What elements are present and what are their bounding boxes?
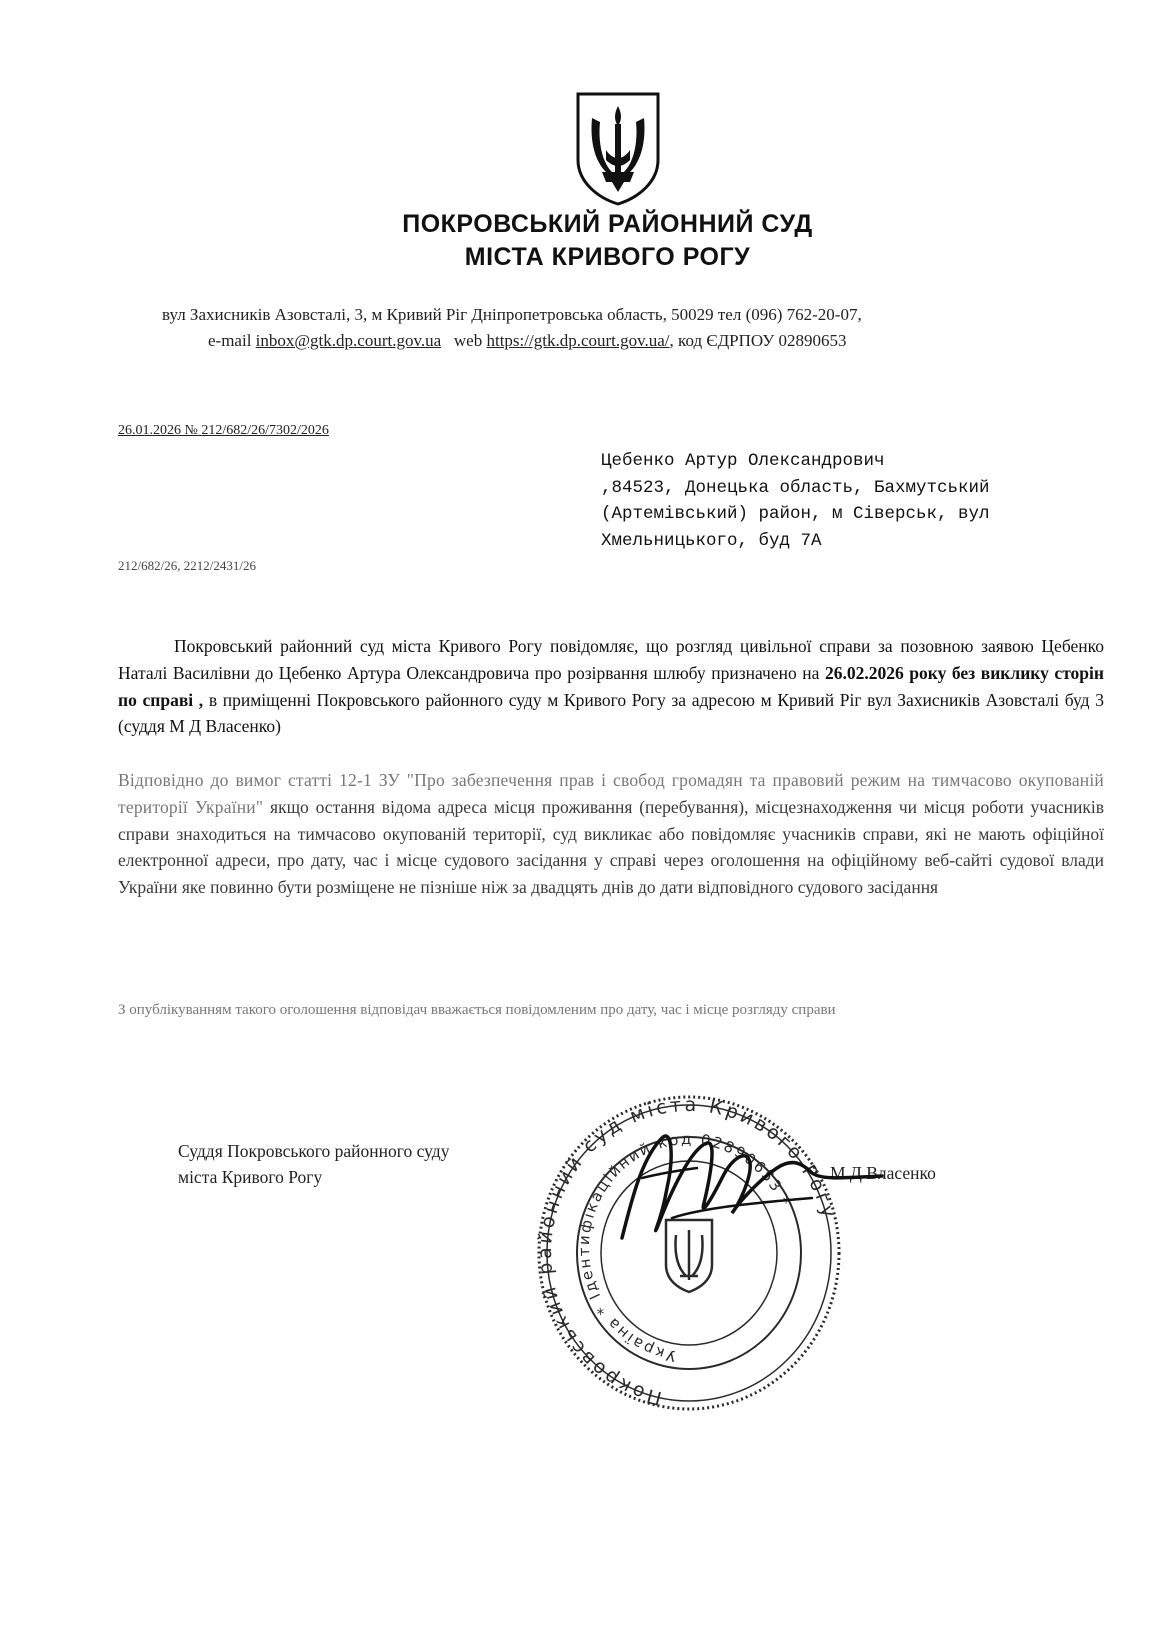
outgoing-date: 26.01.2026 xyxy=(118,423,181,438)
hearing-date-bold: 26.02.2026 року без виклику сторін по справі , xyxy=(118,662,1104,710)
edrpou-code: код ЄДРПОУ 02890653 xyxy=(678,331,847,350)
seal-inner-text: Україна * Ідентифікаційний код 02890653 * xyxy=(574,1129,795,1366)
notice-paragraph xyxy=(118,633,1104,740)
coat-of-arms-icon xyxy=(572,90,664,208)
notice-text-part2: в приміщенні Покровського районного суду м Кривого Рогу за адресою м Кривий Ріг вул Захисників Азовсталі буд 3 (суддя М Д Власенко) xyxy=(118,689,1104,737)
court-name-line2: МІСТА КРИВОГО РОГУ xyxy=(464,243,751,271)
signature-title-line1: Суддя Покровського районного суду xyxy=(178,1141,450,1161)
recipient-address-line3: Хмельницького, буд 7А xyxy=(601,530,822,551)
judge-signature xyxy=(612,1118,892,1263)
judge-name: М Д Власенко xyxy=(830,1163,936,1183)
outgoing-number xyxy=(118,423,329,439)
signature-title xyxy=(178,1138,449,1190)
web-link[interactable]: https://gtk.dp.court.gov.ua/ xyxy=(486,331,670,350)
number-sign: № xyxy=(184,423,198,438)
seal-outer-text: Покровський районний суд міста Кривого Рогу xyxy=(534,1093,841,1410)
court-contacts: e-mail inbox@gtk.dp.court.gov.ua web https://gtk.dp.court.gov.ua/, код ЄДРПОУ 02890653 xyxy=(208,331,847,350)
email-link[interactable]: inbox@gtk.dp.court.gov.ua xyxy=(255,331,442,350)
outgoing-reg-number: 212/682/26/7302/2026 xyxy=(201,423,329,438)
email-label: e-mail xyxy=(208,331,252,350)
publication-paragraph: З опублікуванням такого оголошення відповідач вважається повідомленим про дату, час і місце розгляду справи xyxy=(118,1002,836,1018)
court-address: вул Захисників Азовсталі, 3, м Кривий Ріг Дніпропетровська область, 50029 тел (096) 762-20-07, xyxy=(162,305,862,324)
recipient-address-line1: ,84523, Донецька область, Бахмутський xyxy=(601,477,990,498)
legal-basis-faded: Відповідно до вимог статті 12-1 ЗУ "Про забезпечення прав і свобод громадян та правовий режим на тимчасово окупованій території України" xyxy=(118,770,1104,817)
legal-basis-paragraph xyxy=(118,767,1104,901)
case-reference: 212/682/26, 2212/2431/26 xyxy=(118,558,256,573)
recipient-name: Цебенко Артур Олександрович xyxy=(601,451,885,471)
notice-text-part1: Покровський районний суд міста Кривого Рогу повідомляє, що розгляд цивільної справи за позовною заявою Цебенко Наталі Василівни до Цебенко Артура Олександровича про розірвання шлюбу призначено на xyxy=(118,636,1104,683)
court-name-line1: ПОКРОВСЬКИЙ РАЙОННИЙ СУД xyxy=(402,210,813,238)
web-label: web xyxy=(453,331,483,350)
legal-basis-text: якщо остання відома адреса місця проживання (перебування), місцезнаходження чи місця роботи учасників справи знаходиться на тимчасово окупованій території, суд викликає або повідомляє учасників справи, які не мають офіційної електронної адреси, про дату, час і місце судового засідання у справі через оголошення на офіційному веб-сайті судової влади України яке повинно бути розміщене не пізніше ніж за двадцять днів до дати відповідного судового засідання xyxy=(118,796,1104,898)
signature-title-line2: міста Кривого Рогу xyxy=(178,1167,323,1187)
recipient-address-line2: (Артемівський) район, м Сіверськ, вул xyxy=(601,504,990,524)
recipient-block xyxy=(601,448,1021,554)
